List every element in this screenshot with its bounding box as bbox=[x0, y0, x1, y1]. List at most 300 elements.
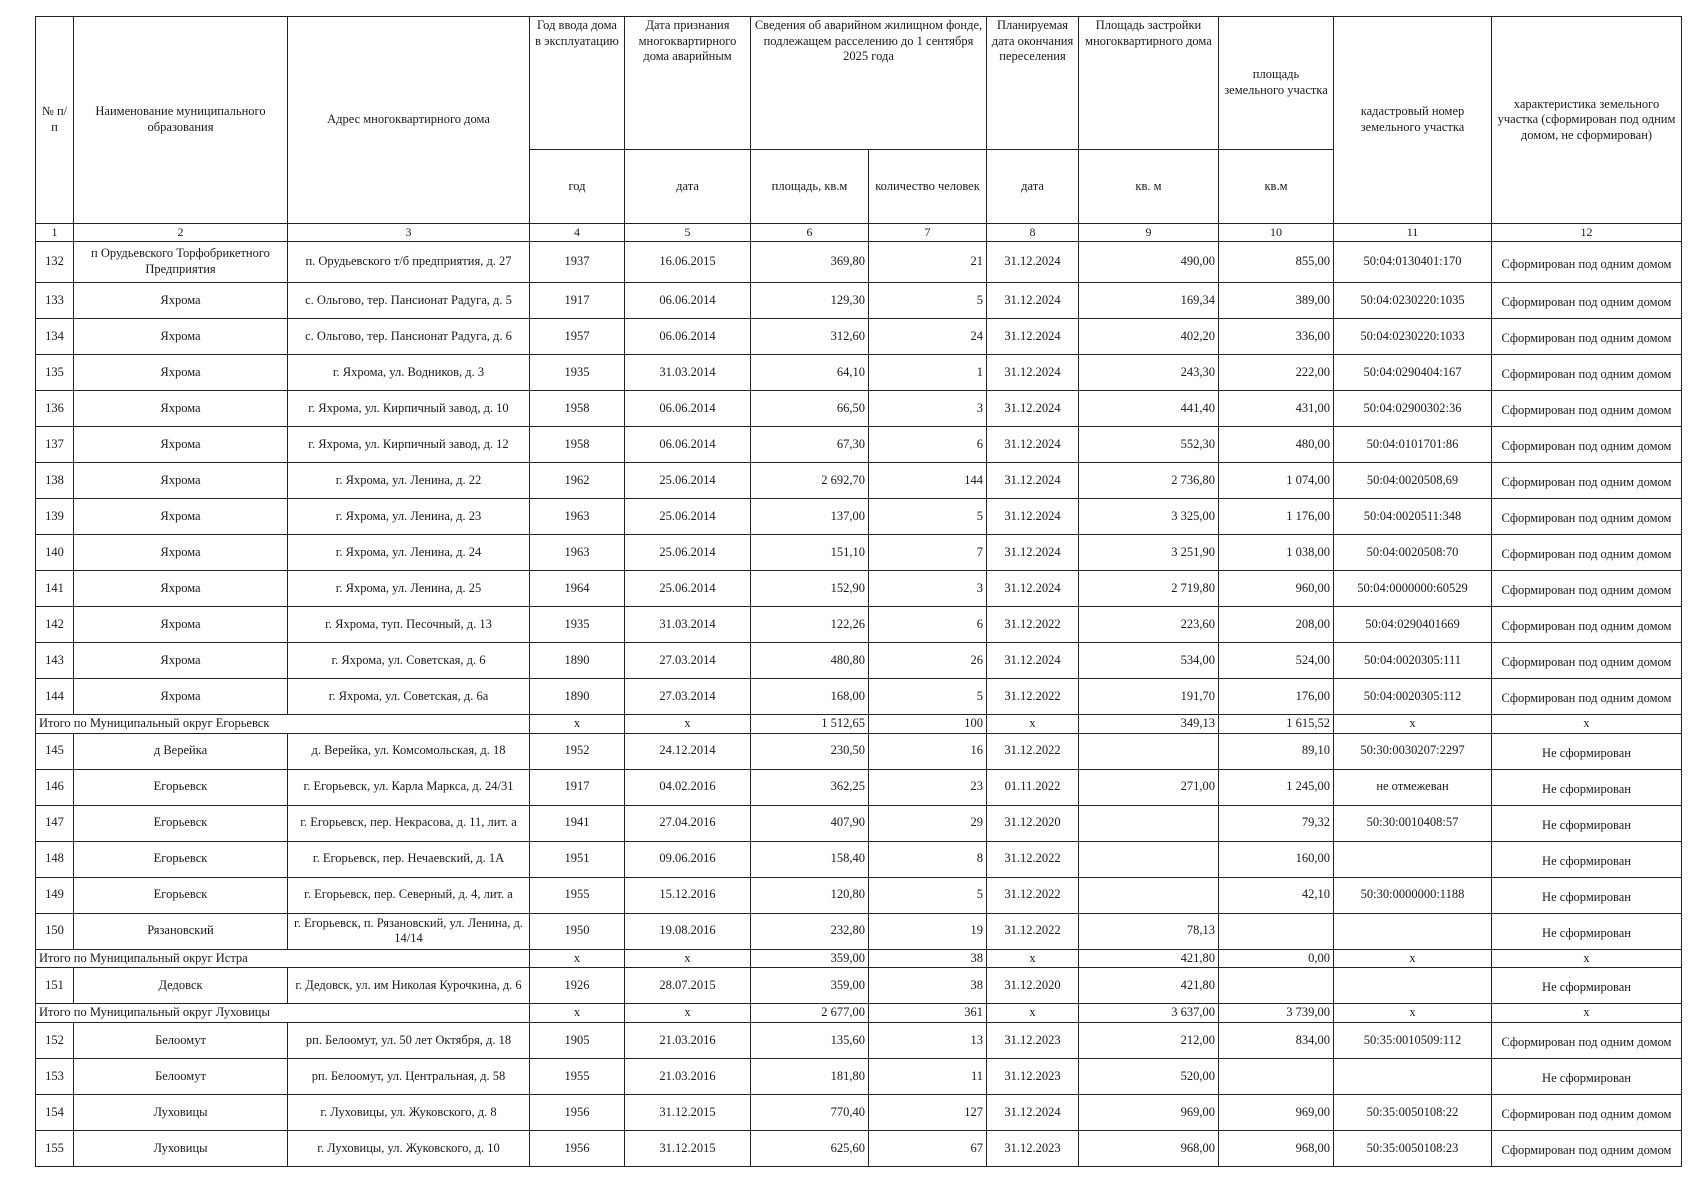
emergency-date: 27.03.2014 bbox=[625, 643, 751, 679]
header-number: № п/п bbox=[36, 17, 74, 224]
cadastral-number: 50:04:0020305:111 bbox=[1334, 643, 1492, 679]
house-address: с. Ольгово, тер. Пансионат Радуга, д. 5 bbox=[288, 283, 530, 319]
building-area: 969,00 bbox=[1079, 1094, 1219, 1130]
table-row bbox=[36, 1022, 1682, 1058]
building-area: 3 325,00 bbox=[1079, 499, 1219, 535]
cadastral-number: 50:30:0010408:57 bbox=[1334, 805, 1492, 841]
emergency-date: 31.03.2014 bbox=[625, 607, 751, 643]
people-count: 1 bbox=[869, 355, 987, 391]
land-characteristic: Не сформирован bbox=[1492, 805, 1682, 841]
commission-year: 1956 bbox=[530, 1130, 625, 1166]
emergency-date: 25.06.2014 bbox=[625, 535, 751, 571]
municipality-name: Белоомут bbox=[74, 1058, 288, 1094]
row-number: 153 bbox=[36, 1058, 74, 1094]
row-number: 134 bbox=[36, 319, 74, 355]
cadastral-number: 50:30:0000000:1188 bbox=[1334, 877, 1492, 913]
planned-resettlement-date: 31.12.2022 bbox=[987, 841, 1079, 877]
land-characteristic: Не сформирован bbox=[1492, 913, 1682, 949]
planned-resettlement-date: 01.11.2022 bbox=[987, 769, 1079, 805]
column-number: 6 bbox=[751, 224, 869, 242]
people-count: 127 bbox=[869, 1094, 987, 1130]
header-date-emergency: Дата признания многоквартирного дома аварийным bbox=[625, 17, 751, 150]
planned-resettlement-date: 31.12.2020 bbox=[987, 805, 1079, 841]
row-number: 155 bbox=[36, 1130, 74, 1166]
building-area: 421,80 bbox=[1079, 968, 1219, 1004]
total-row bbox=[36, 715, 1682, 734]
emergency-area: 625,60 bbox=[751, 1130, 869, 1166]
commission-year: 1941 bbox=[530, 805, 625, 841]
house-address: г. Яхрома, ул. Водников, д. 3 bbox=[288, 355, 530, 391]
land-area: 389,00 bbox=[1219, 283, 1334, 319]
emergency-date: 25.06.2014 bbox=[625, 571, 751, 607]
table-row bbox=[36, 319, 1682, 355]
planned-resettlement-date: 31.12.2024 bbox=[987, 242, 1079, 283]
table-row bbox=[36, 427, 1682, 463]
municipality-name: Яхрома bbox=[74, 571, 288, 607]
land-characteristic: Сформирован под одним домом bbox=[1492, 319, 1682, 355]
total-people: 361 bbox=[869, 1004, 987, 1023]
municipality-name: Луховицы bbox=[74, 1130, 288, 1166]
municipality-name: Яхрома bbox=[74, 679, 288, 715]
people-count: 21 bbox=[869, 242, 987, 283]
land-area bbox=[1219, 1058, 1334, 1094]
table-row bbox=[36, 733, 1682, 769]
emergency-area: 2 692,70 bbox=[751, 463, 869, 499]
table-row bbox=[36, 283, 1682, 319]
land-characteristic: Не сформирован bbox=[1492, 877, 1682, 913]
row-number: 148 bbox=[36, 841, 74, 877]
commission-year: 1951 bbox=[530, 841, 625, 877]
building-area: 271,00 bbox=[1079, 769, 1219, 805]
municipality-name: Яхрома bbox=[74, 391, 288, 427]
cadastral-number: 50:30:0030207:2297 bbox=[1334, 733, 1492, 769]
row-number: 150 bbox=[36, 913, 74, 949]
cadastral-number: 50:04:0290401669 bbox=[1334, 607, 1492, 643]
emergency-date: 31.03.2014 bbox=[625, 355, 751, 391]
emergency-date: 21.03.2016 bbox=[625, 1058, 751, 1094]
emergency-area: 407,90 bbox=[751, 805, 869, 841]
people-count: 7 bbox=[869, 535, 987, 571]
table-row bbox=[36, 913, 1682, 949]
land-characteristic: Сформирован под одним домом bbox=[1492, 571, 1682, 607]
table-row bbox=[36, 1058, 1682, 1094]
commission-year: 1950 bbox=[530, 913, 625, 949]
table-row bbox=[36, 571, 1682, 607]
house-address: г. Яхрома, ул. Советская, д. 6 bbox=[288, 643, 530, 679]
planned-resettlement-date: 31.12.2024 bbox=[987, 355, 1079, 391]
total-characteristic: х bbox=[1492, 715, 1682, 734]
row-number: 136 bbox=[36, 391, 74, 427]
column-number: 5 bbox=[625, 224, 751, 242]
emergency-date: 27.03.2014 bbox=[625, 679, 751, 715]
building-area bbox=[1079, 877, 1219, 913]
column-number: 9 bbox=[1079, 224, 1219, 242]
land-area bbox=[1219, 968, 1334, 1004]
people-count: 5 bbox=[869, 499, 987, 535]
subheader-date: дата bbox=[625, 150, 751, 224]
building-area bbox=[1079, 733, 1219, 769]
table-row bbox=[36, 1094, 1682, 1130]
row-number: 149 bbox=[36, 877, 74, 913]
planned-resettlement-date: 31.12.2023 bbox=[987, 1022, 1079, 1058]
people-count: 24 bbox=[869, 319, 987, 355]
building-area: 2 736,80 bbox=[1079, 463, 1219, 499]
commission-year: 1890 bbox=[530, 643, 625, 679]
building-area: 441,40 bbox=[1079, 391, 1219, 427]
emergency-area: 312,60 bbox=[751, 319, 869, 355]
land-area: 89,10 bbox=[1219, 733, 1334, 769]
municipality-name: Яхрома bbox=[74, 499, 288, 535]
emergency-area: 369,80 bbox=[751, 242, 869, 283]
header-land-area: площадь земельного участка bbox=[1219, 17, 1334, 150]
total-people: 38 bbox=[869, 949, 987, 968]
table-row bbox=[36, 877, 1682, 913]
emergency-date: 25.06.2014 bbox=[625, 463, 751, 499]
row-number: 142 bbox=[36, 607, 74, 643]
table-row bbox=[36, 643, 1682, 679]
land-characteristic: Сформирован под одним домом bbox=[1492, 535, 1682, 571]
total-land-area: 1 615,52 bbox=[1219, 715, 1334, 734]
total-building-area: 3 637,00 bbox=[1079, 1004, 1219, 1023]
municipality-name: Рязановский bbox=[74, 913, 288, 949]
row-number: 145 bbox=[36, 733, 74, 769]
land-characteristic: Сформирован под одним домом bbox=[1492, 463, 1682, 499]
emergency-area: 230,50 bbox=[751, 733, 869, 769]
building-area: 169,34 bbox=[1079, 283, 1219, 319]
land-area bbox=[1219, 913, 1334, 949]
municipality-name: Дедовск bbox=[74, 968, 288, 1004]
land-characteristic: Сформирован под одним домом bbox=[1492, 607, 1682, 643]
planned-resettlement-date: 31.12.2024 bbox=[987, 499, 1079, 535]
row-number: 138 bbox=[36, 463, 74, 499]
land-characteristic: Сформирован под одним домом bbox=[1492, 242, 1682, 283]
total-year: х bbox=[530, 1004, 625, 1023]
planned-resettlement-date: 31.12.2022 bbox=[987, 607, 1079, 643]
subheader-people: количество человек bbox=[869, 150, 987, 224]
table-row bbox=[36, 535, 1682, 571]
emergency-area: 129,30 bbox=[751, 283, 869, 319]
planned-resettlement-date: 31.12.2022 bbox=[987, 679, 1079, 715]
commission-year: 1935 bbox=[530, 607, 625, 643]
total-year: х bbox=[530, 715, 625, 734]
house-address: г. Егорьевск, ул. Карла Маркса, д. 24/31 bbox=[288, 769, 530, 805]
people-count: 3 bbox=[869, 571, 987, 607]
emergency-area: 151,10 bbox=[751, 535, 869, 571]
table-row bbox=[36, 679, 1682, 715]
planned-resettlement-date: 31.12.2024 bbox=[987, 319, 1079, 355]
municipality-name: Яхрома bbox=[74, 283, 288, 319]
land-area: 1 245,00 bbox=[1219, 769, 1334, 805]
commission-year: 1905 bbox=[530, 1022, 625, 1058]
municipality-name: Яхрома bbox=[74, 463, 288, 499]
cadastral-number bbox=[1334, 968, 1492, 1004]
land-area: 855,00 bbox=[1219, 242, 1334, 283]
people-count: 144 bbox=[869, 463, 987, 499]
house-address: г. Егорьевск, пер. Некрасова, д. 11, лит. а bbox=[288, 805, 530, 841]
people-count: 5 bbox=[869, 283, 987, 319]
subheader-year: год bbox=[530, 150, 625, 224]
land-area: 969,00 bbox=[1219, 1094, 1334, 1130]
land-characteristic: Сформирован под одним домом bbox=[1492, 1130, 1682, 1166]
building-area: 520,00 bbox=[1079, 1058, 1219, 1094]
planned-resettlement-date: 31.12.2023 bbox=[987, 1058, 1079, 1094]
cadastral-number: 50:04:0130401:170 bbox=[1334, 242, 1492, 283]
row-number: 133 bbox=[36, 283, 74, 319]
table-row bbox=[36, 1130, 1682, 1166]
building-area: 968,00 bbox=[1079, 1130, 1219, 1166]
table-row bbox=[36, 769, 1682, 805]
land-characteristic: Сформирован под одним домом bbox=[1492, 679, 1682, 715]
row-number: 154 bbox=[36, 1094, 74, 1130]
planned-resettlement-date: 31.12.2020 bbox=[987, 968, 1079, 1004]
house-address: п. Орудьевского т/б предприятия, д. 27 bbox=[288, 242, 530, 283]
land-characteristic: Сформирован под одним домом bbox=[1492, 427, 1682, 463]
land-characteristic: Не сформирован bbox=[1492, 1058, 1682, 1094]
cadastral-number: 50:04:0020508:70 bbox=[1334, 535, 1492, 571]
land-area: 524,00 bbox=[1219, 643, 1334, 679]
people-count: 5 bbox=[869, 877, 987, 913]
table-row bbox=[36, 968, 1682, 1004]
land-area: 42,10 bbox=[1219, 877, 1334, 913]
cadastral-number bbox=[1334, 841, 1492, 877]
emergency-area: 137,00 bbox=[751, 499, 869, 535]
people-count: 5 bbox=[869, 679, 987, 715]
house-address: г. Егорьевск, пер. Северный, д. 4, лит. а bbox=[288, 877, 530, 913]
total-cadastral: х bbox=[1334, 1004, 1492, 1023]
planned-resettlement-date: 31.12.2022 bbox=[987, 913, 1079, 949]
emergency-date: 31.12.2015 bbox=[625, 1094, 751, 1130]
house-address: рп. Белоомут, ул. 50 лет Октября, д. 18 bbox=[288, 1022, 530, 1058]
municipality-name: Егорьевск bbox=[74, 769, 288, 805]
cadastral-number: 50:04:0020511:348 bbox=[1334, 499, 1492, 535]
emergency-area: 67,30 bbox=[751, 427, 869, 463]
commission-year: 1917 bbox=[530, 283, 625, 319]
column-number: 2 bbox=[74, 224, 288, 242]
building-area: 212,00 bbox=[1079, 1022, 1219, 1058]
commission-year: 1935 bbox=[530, 355, 625, 391]
land-characteristic: Не сформирован bbox=[1492, 769, 1682, 805]
column-number: 10 bbox=[1219, 224, 1334, 242]
emergency-area: 66,50 bbox=[751, 391, 869, 427]
land-area: 968,00 bbox=[1219, 1130, 1334, 1166]
table-row bbox=[36, 463, 1682, 499]
land-area: 834,00 bbox=[1219, 1022, 1334, 1058]
house-address: г. Яхрома, ул. Ленина, д. 24 bbox=[288, 535, 530, 571]
subheader-plan-date: дата bbox=[987, 150, 1079, 224]
emergency-area: 135,60 bbox=[751, 1022, 869, 1058]
table-row bbox=[36, 391, 1682, 427]
cadastral-number: 50:04:02900302:36 bbox=[1334, 391, 1492, 427]
municipality-name: Яхрома bbox=[74, 427, 288, 463]
cadastral-number bbox=[1334, 913, 1492, 949]
emergency-date: 09.06.2016 bbox=[625, 841, 751, 877]
planned-resettlement-date: 31.12.2024 bbox=[987, 391, 1079, 427]
row-number: 137 bbox=[36, 427, 74, 463]
land-area: 1 176,00 bbox=[1219, 499, 1334, 535]
emergency-area: 359,00 bbox=[751, 968, 869, 1004]
building-area: 78,13 bbox=[1079, 913, 1219, 949]
table-row bbox=[36, 355, 1682, 391]
people-count: 16 bbox=[869, 733, 987, 769]
subheader-area: площадь, кв.м bbox=[751, 150, 869, 224]
emergency-area: 770,40 bbox=[751, 1094, 869, 1130]
people-count: 38 bbox=[869, 968, 987, 1004]
land-characteristic: Сформирован под одним домом bbox=[1492, 1094, 1682, 1130]
people-count: 23 bbox=[869, 769, 987, 805]
house-address: г. Дедовск, ул. им Николая Курочкина, д. 6 bbox=[288, 968, 530, 1004]
municipality-name: Яхрома bbox=[74, 535, 288, 571]
municipality-name: Яхрома bbox=[74, 355, 288, 391]
land-characteristic: Не сформирован bbox=[1492, 968, 1682, 1004]
commission-year: 1952 bbox=[530, 733, 625, 769]
land-area: 208,00 bbox=[1219, 607, 1334, 643]
total-characteristic: х bbox=[1492, 949, 1682, 968]
column-number: 8 bbox=[987, 224, 1079, 242]
emergency-area: 181,80 bbox=[751, 1058, 869, 1094]
cadastral-number: 50:04:0020508,69 bbox=[1334, 463, 1492, 499]
table-body bbox=[36, 242, 1682, 1167]
row-number: 144 bbox=[36, 679, 74, 715]
building-area: 243,30 bbox=[1079, 355, 1219, 391]
people-count: 26 bbox=[869, 643, 987, 679]
total-row bbox=[36, 1004, 1682, 1023]
commission-year: 1963 bbox=[530, 499, 625, 535]
total-area: 2 677,00 bbox=[751, 1004, 869, 1023]
cadastral-number bbox=[1334, 1058, 1492, 1094]
header-planned-date: Планируемая дата окончания переселения bbox=[987, 17, 1079, 150]
people-count: 8 bbox=[869, 841, 987, 877]
emergency-date: 04.02.2016 bbox=[625, 769, 751, 805]
cadastral-number: 50:35:0050108:23 bbox=[1334, 1130, 1492, 1166]
house-address: г. Яхрома, ул. Ленина, д. 23 bbox=[288, 499, 530, 535]
planned-resettlement-date: 31.12.2024 bbox=[987, 535, 1079, 571]
total-plan-date: х bbox=[987, 1004, 1079, 1023]
planned-resettlement-date: 31.12.2024 bbox=[987, 1094, 1079, 1130]
emergency-date: 21.03.2016 bbox=[625, 1022, 751, 1058]
people-count: 19 bbox=[869, 913, 987, 949]
emergency-date: 16.06.2015 bbox=[625, 242, 751, 283]
land-area: 1 038,00 bbox=[1219, 535, 1334, 571]
planned-resettlement-date: 31.12.2022 bbox=[987, 733, 1079, 769]
row-number: 146 bbox=[36, 769, 74, 805]
municipality-name: Яхрома bbox=[74, 319, 288, 355]
building-area: 534,00 bbox=[1079, 643, 1219, 679]
municipality-name: Яхрома bbox=[74, 643, 288, 679]
building-area: 223,60 bbox=[1079, 607, 1219, 643]
total-area: 1 512,65 bbox=[751, 715, 869, 734]
municipality-name: п Орудьевского Торфобрикетного Предприятия bbox=[74, 242, 288, 283]
total-cadastral: х bbox=[1334, 949, 1492, 968]
building-area bbox=[1079, 841, 1219, 877]
cadastral-number: 50:04:0000000:60529 bbox=[1334, 571, 1492, 607]
row-number: 135 bbox=[36, 355, 74, 391]
total-building-area: 421,80 bbox=[1079, 949, 1219, 968]
commission-year: 1917 bbox=[530, 769, 625, 805]
emergency-area: 232,80 bbox=[751, 913, 869, 949]
table-row bbox=[36, 607, 1682, 643]
emergency-date: 15.12.2016 bbox=[625, 877, 751, 913]
table-row bbox=[36, 805, 1682, 841]
cadastral-number: 50:04:0290404:167 bbox=[1334, 355, 1492, 391]
people-count: 13 bbox=[869, 1022, 987, 1058]
column-number: 3 bbox=[288, 224, 530, 242]
land-area: 160,00 bbox=[1219, 841, 1334, 877]
emergency-area: 362,25 bbox=[751, 769, 869, 805]
total-label: Итого по Муниципальный округ Луховицы bbox=[36, 1004, 530, 1023]
emergency-date: 06.06.2014 bbox=[625, 391, 751, 427]
subheader-build-sqm: кв. м bbox=[1079, 150, 1219, 224]
cadastral-number: 50:04:0230220:1033 bbox=[1334, 319, 1492, 355]
column-number: 12 bbox=[1492, 224, 1682, 242]
emergency-date: 06.06.2014 bbox=[625, 319, 751, 355]
cadastral-number: 50:04:0101701:86 bbox=[1334, 427, 1492, 463]
planned-resettlement-date: 31.12.2024 bbox=[987, 463, 1079, 499]
total-building-area: 349,13 bbox=[1079, 715, 1219, 734]
planned-resettlement-date: 31.12.2022 bbox=[987, 877, 1079, 913]
planned-resettlement-date: 31.12.2024 bbox=[987, 643, 1079, 679]
house-address: г. Егорьевск, пер. Нечаевский, д. 1А bbox=[288, 841, 530, 877]
building-area: 3 251,90 bbox=[1079, 535, 1219, 571]
column-number: 11 bbox=[1334, 224, 1492, 242]
planned-resettlement-date: 31.12.2024 bbox=[987, 571, 1079, 607]
total-date: х bbox=[625, 1004, 751, 1023]
commission-year: 1964 bbox=[530, 571, 625, 607]
land-area: 79,32 bbox=[1219, 805, 1334, 841]
row-number: 151 bbox=[36, 968, 74, 1004]
commission-year: 1937 bbox=[530, 242, 625, 283]
planned-resettlement-date: 31.12.2023 bbox=[987, 1130, 1079, 1166]
total-row bbox=[36, 949, 1682, 968]
land-area: 960,00 bbox=[1219, 571, 1334, 607]
commission-year: 1958 bbox=[530, 427, 625, 463]
total-area: 359,00 bbox=[751, 949, 869, 968]
building-area: 490,00 bbox=[1079, 242, 1219, 283]
commission-year: 1956 bbox=[530, 1094, 625, 1130]
land-area: 480,00 bbox=[1219, 427, 1334, 463]
table-row bbox=[36, 242, 1682, 283]
emergency-date: 27.04.2016 bbox=[625, 805, 751, 841]
total-label: Итого по Муниципальный округ Истра bbox=[36, 949, 530, 968]
header-address: Адрес многоквартирного дома bbox=[288, 17, 530, 224]
emergency-date: 06.06.2014 bbox=[625, 283, 751, 319]
emergency-date: 06.06.2014 bbox=[625, 427, 751, 463]
land-characteristic: Сформирован под одним домом bbox=[1492, 499, 1682, 535]
column-number: 7 bbox=[869, 224, 987, 242]
total-plan-date: х bbox=[987, 715, 1079, 734]
land-area: 1 074,00 bbox=[1219, 463, 1334, 499]
land-characteristic: Сформирован под одним домом bbox=[1492, 391, 1682, 427]
header-municipality: Наименование муниципального образования bbox=[74, 17, 288, 224]
land-characteristic: Не сформирован bbox=[1492, 841, 1682, 877]
total-land-area: 0,00 bbox=[1219, 949, 1334, 968]
land-area: 431,00 bbox=[1219, 391, 1334, 427]
municipality-name: Егорьевск bbox=[74, 877, 288, 913]
total-date: х bbox=[625, 949, 751, 968]
land-area: 336,00 bbox=[1219, 319, 1334, 355]
emergency-area: 152,90 bbox=[751, 571, 869, 607]
subheader-land-sqm: кв.м bbox=[1219, 150, 1334, 224]
table-row bbox=[36, 841, 1682, 877]
header-cadastral-number: кадастровый номер земельного участка bbox=[1334, 17, 1492, 224]
row-number: 147 bbox=[36, 805, 74, 841]
emergency-date: 24.12.2014 bbox=[625, 733, 751, 769]
row-number: 132 bbox=[36, 242, 74, 283]
emergency-area: 158,40 bbox=[751, 841, 869, 877]
emergency-date: 25.06.2014 bbox=[625, 499, 751, 535]
cadastral-number: не отмежеван bbox=[1334, 769, 1492, 805]
house-address: г. Луховицы, ул. Жуковского, д. 8 bbox=[288, 1094, 530, 1130]
land-area: 176,00 bbox=[1219, 679, 1334, 715]
